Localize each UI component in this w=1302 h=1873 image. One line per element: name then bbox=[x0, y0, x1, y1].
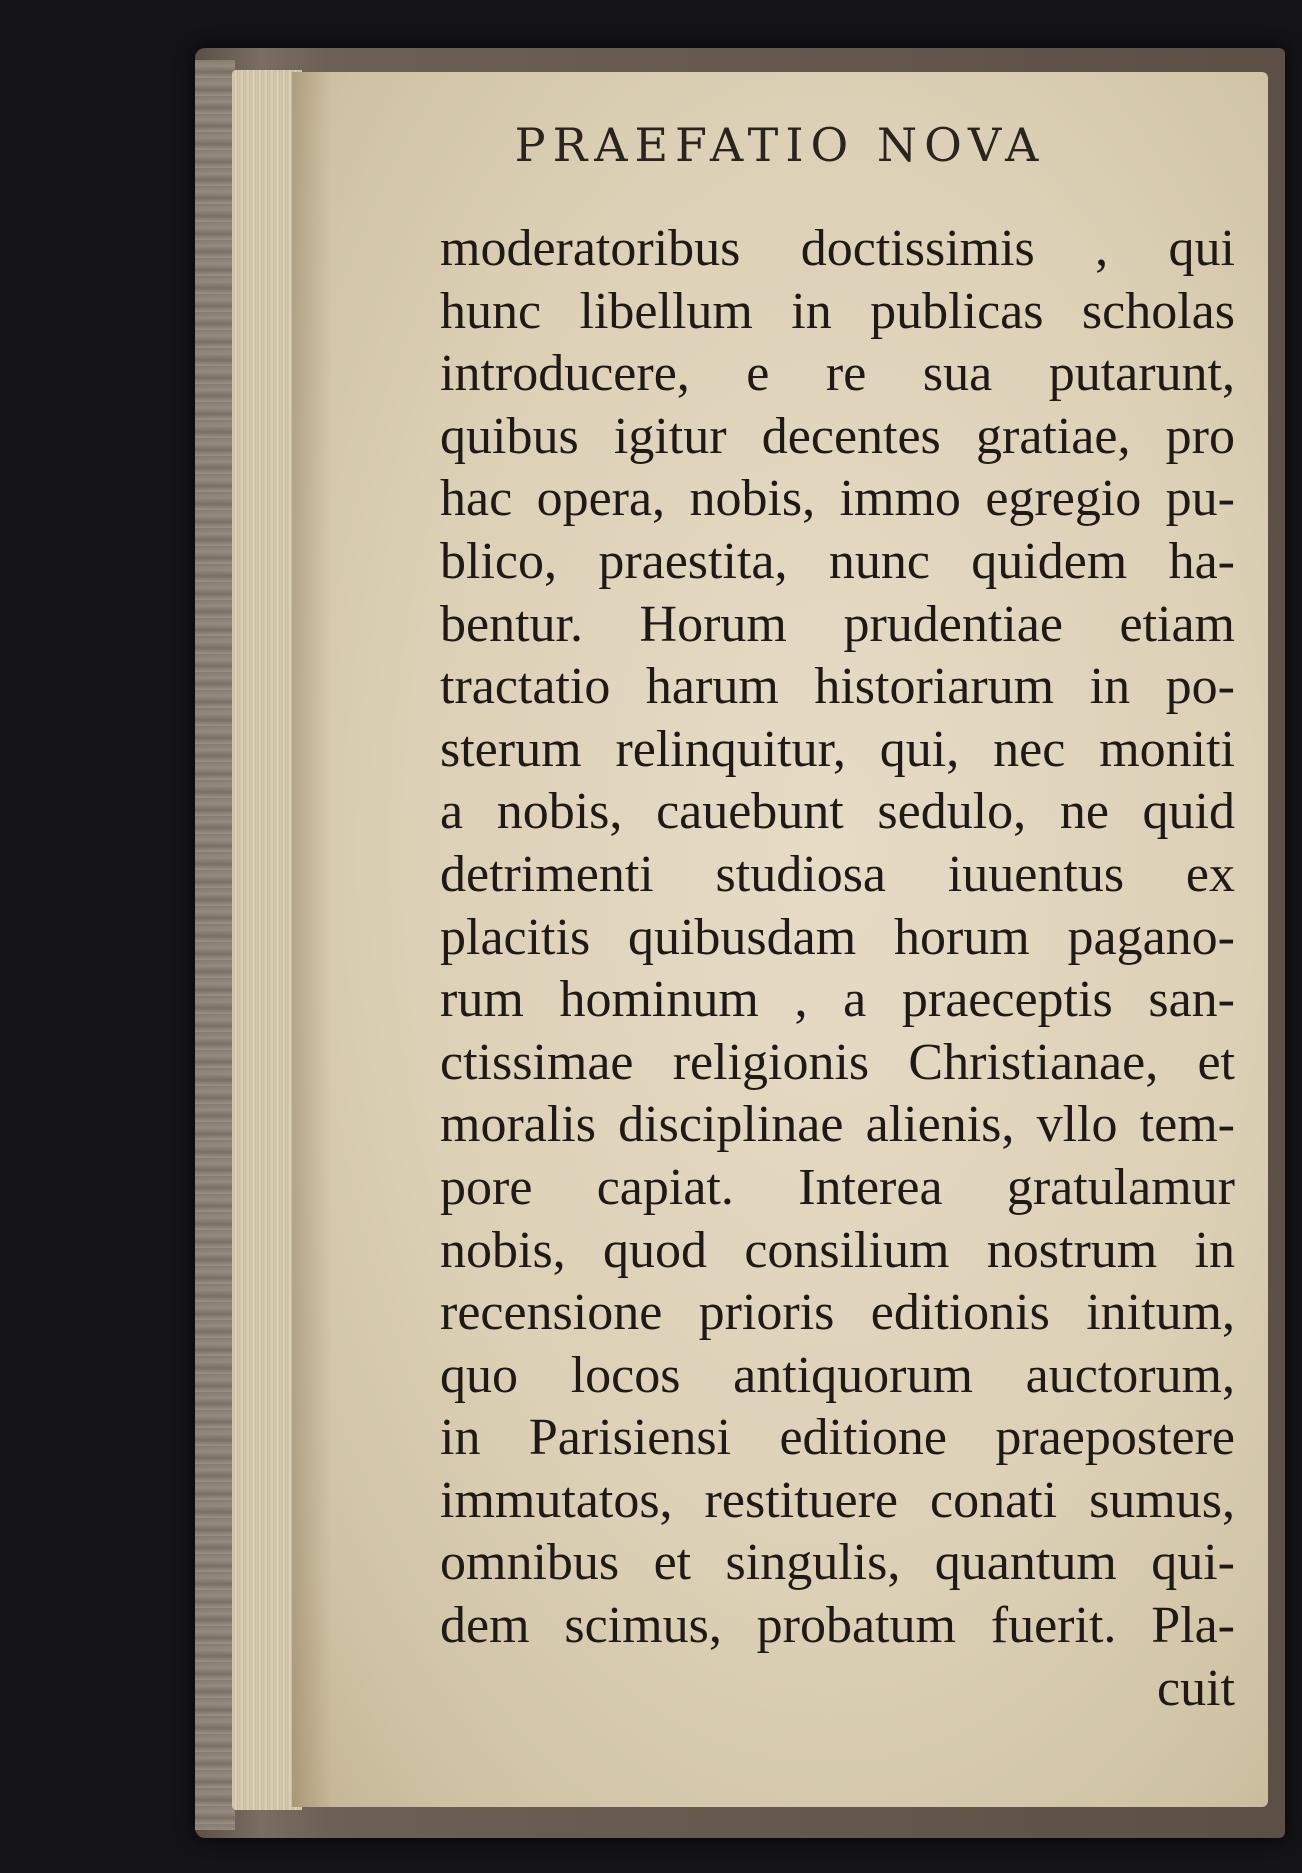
text-line: introducere, e re sua putarunt, bbox=[440, 345, 1235, 403]
text-line: hac opera, nobis, immo egregio pu- bbox=[440, 470, 1235, 528]
catchword: cuit bbox=[1157, 1659, 1235, 1717]
text-line: quo locos antiquorum auctorum, bbox=[440, 1346, 1235, 1404]
text-line: quibus igitur decentes gratiae, pro bbox=[440, 407, 1235, 465]
spine-edge bbox=[195, 60, 235, 1830]
text-line: dem scimus, probatum fuerit. Pla- bbox=[440, 1597, 1235, 1655]
text-line: in Parisiensi editione praepostere bbox=[440, 1409, 1235, 1467]
running-head: PRAEFATIO NOVA bbox=[514, 118, 1046, 172]
text-line: bentur. Horum prudentiae etiam bbox=[440, 595, 1235, 653]
text-line: blico, praestita, nunc quidem ha- bbox=[440, 532, 1235, 590]
text-line: pore capiat. Interea gratulamur bbox=[440, 1158, 1235, 1216]
text-line: placitis quibusdam horum pagano- bbox=[440, 908, 1235, 966]
text-line: sterum relinquitur, qui, nec moniti bbox=[440, 720, 1235, 778]
text-line: recensione prioris editionis initum, bbox=[440, 1284, 1235, 1342]
page-body-text bbox=[440, 218, 1235, 1720]
text-line: moralis disciplinae alienis, vllo tem- bbox=[440, 1096, 1235, 1154]
text-line: detrimenti studiosa iuuentus ex bbox=[440, 845, 1235, 903]
text-line: rum hominum , a praeceptis san- bbox=[440, 971, 1235, 1029]
text-line: a nobis, cauebunt sedulo, ne quid bbox=[440, 783, 1235, 841]
text-line: omnibus et singulis, quantum qui- bbox=[440, 1534, 1235, 1592]
text-line: nobis, quod consilium nostrum in bbox=[440, 1221, 1235, 1279]
text-line: moderatoribus doctissimis , qui bbox=[440, 220, 1235, 277]
text-line: hunc libellum in publicas scholas bbox=[440, 282, 1235, 340]
text-line: tractatio harum historiarum in po- bbox=[440, 658, 1235, 716]
text-line: immutatos, restituere conati sumus, bbox=[440, 1471, 1235, 1529]
text-line: ctissimae religionis Christianae, et bbox=[440, 1033, 1235, 1091]
